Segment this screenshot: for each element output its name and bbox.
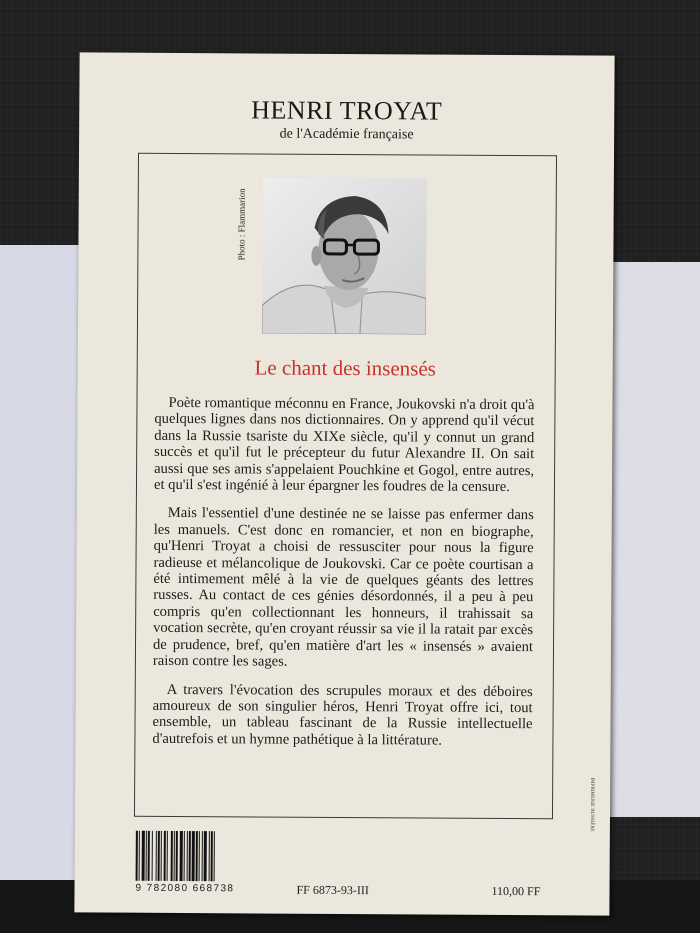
- catalog-code: FF 6873-93-III: [296, 882, 369, 898]
- author-name: HENRI TROYAT: [251, 95, 443, 126]
- isbn-digits: 9 782080 668738: [135, 882, 235, 895]
- photo-credit: Photo : Flammarion: [236, 188, 247, 261]
- author-affiliation: de l'Académie française: [279, 126, 414, 143]
- author-photo: [262, 177, 427, 334]
- isbn-barcode: [136, 831, 264, 882]
- author-portrait-image: [262, 177, 427, 334]
- paper-sheet-left: [0, 245, 86, 885]
- price-label: 110,00 FF: [491, 883, 541, 899]
- blurb-paragraph-2: Mais l'essentiel d'une destinée ne se laisse pas enfermer dans les manuels. C'est donc en romancier, et non en biographe, qu'Henri Troyat a choisi de ressusciter pour nous la figure radieuse et mélancolique de Joukovski. Car ce poète courtisan a été intimement mêlé à la vie de quelques géants des lettres russes. Au contact de ces génies désordonnés, il a peu à peu compris qu'en collectionnant les honneurs, il trahissait sa vocation secrète, qu'en croyant réussir sa vie il la ratait par excès de prudence, bref, qu'en matière d'art les « insensés » avaient raison contre les sages.: [152, 505, 534, 670]
- book-title: Le chant des insensés: [254, 355, 436, 381]
- book-back-cover: [74, 52, 614, 915]
- printer-imprint: IMPRIMERIE BUSSIÈRE: [588, 777, 595, 832]
- paper-sheet-right: [600, 262, 700, 817]
- blurb-paragraph-1: Poète romantique méconnu en France, Joukovski n'a droit qu'à quelques lignes dans nos dictionnaires. On y apprend qu'il vécut dans la Russie tsariste du XIXe siècle, qu'il y connut un grand succès et qu'il fut le précepteur du futur Alexandre II. On sait aussi que ses amis s'appelaient Pouchkine et Gogol, entre autres, et qu'il s'est ingénié à leur épargner les foudres de la censure.: [153, 394, 535, 496]
- blurb-paragraph-3: A travers l'évocation des scrupules moraux et des déboires amoureux de son singulier héros, Henri Troyat offre ici, tout ensemble, un tableau fascinant de la Russie intellectuelle d'autrefois et un hymne pathétique à la littérature.: [152, 681, 533, 749]
- blurb-text: [152, 395, 534, 761]
